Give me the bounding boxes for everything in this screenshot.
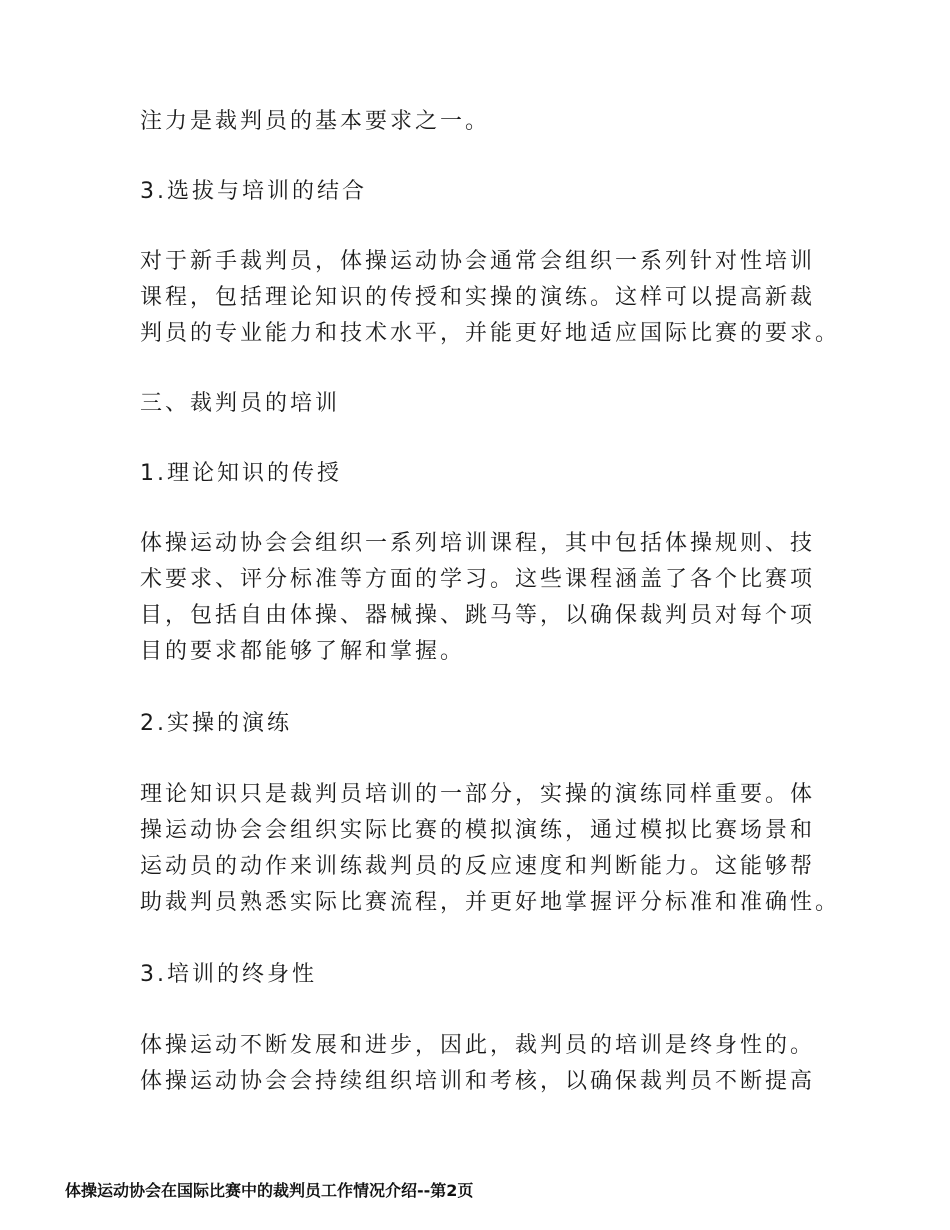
text-line: 术要求、评分标准等方面的学习。这些课程涵盖了各个比赛项 <box>140 567 816 592</box>
heading-practical-drills <box>140 706 840 742</box>
paragraph-practical-drills <box>140 777 840 921</box>
paragraph-new-referees <box>140 244 840 352</box>
text-line: 三、裁判员的培训 <box>140 391 341 416</box>
text-line: 运动员的动作来训练裁判员的反应速度和判断能力。这能够帮 <box>140 854 816 879</box>
text-line: 目的要求都能够了解和掌握。 <box>140 639 466 664</box>
text-line: 理论知识只是裁判员培训的一部分，实操的演练同样重要。体 <box>140 782 816 807</box>
heading-lifelong-training <box>140 957 840 993</box>
heading-selection-training <box>140 174 840 210</box>
page-footer: 体操运动协会在国际比赛中的裁判员工作情况介绍--第2页 <box>65 1181 474 1200</box>
paragraph-training-courses <box>140 526 840 670</box>
text-line: 体操运动协会会持续组织培训和考核，以确保裁判员不断提高 <box>140 1069 816 1094</box>
text-line: 3.培训的终身性 <box>140 962 317 987</box>
text-line: 注力是裁判员的基本要求之一。 <box>140 109 491 134</box>
section-heading-referee-training <box>140 386 840 422</box>
text-line: 目，包括自由体操、器械操、跳马等，以确保裁判员对每个项 <box>140 603 816 628</box>
text-line: 课程，包括理论知识的传授和实操的演练。这样可以提高新裁 <box>140 285 816 310</box>
text-line: 体操运动协会会组织一系列培训课程，其中包括体操规则、技 <box>140 531 816 556</box>
text-line: 对于新手裁判员，体操运动协会通常会组织一系列针对性培训 <box>140 249 816 274</box>
text-line: 操运动协会会组织实际比赛的模拟演练，通过模拟比赛场景和 <box>140 818 816 843</box>
paragraph-attention-requirement <box>140 104 840 140</box>
paragraph-lifelong-training <box>140 1028 840 1100</box>
text-line: 3.选拔与培训的结合 <box>140 179 367 204</box>
text-line: 助裁判员熟悉实际比赛流程，并更好地掌握评分标准和准确性。 <box>140 890 841 915</box>
text-line: 体操运动不断发展和进步，因此，裁判员的培训是终身性的。 <box>140 1033 816 1058</box>
text-line: 判员的专业能力和技术水平，并能更好地适应国际比赛的要求。 <box>140 321 841 346</box>
text-line: 1.理论知识的传授 <box>140 461 342 486</box>
heading-theory-knowledge <box>140 456 840 492</box>
text-line: 2.实操的演练 <box>140 711 292 736</box>
